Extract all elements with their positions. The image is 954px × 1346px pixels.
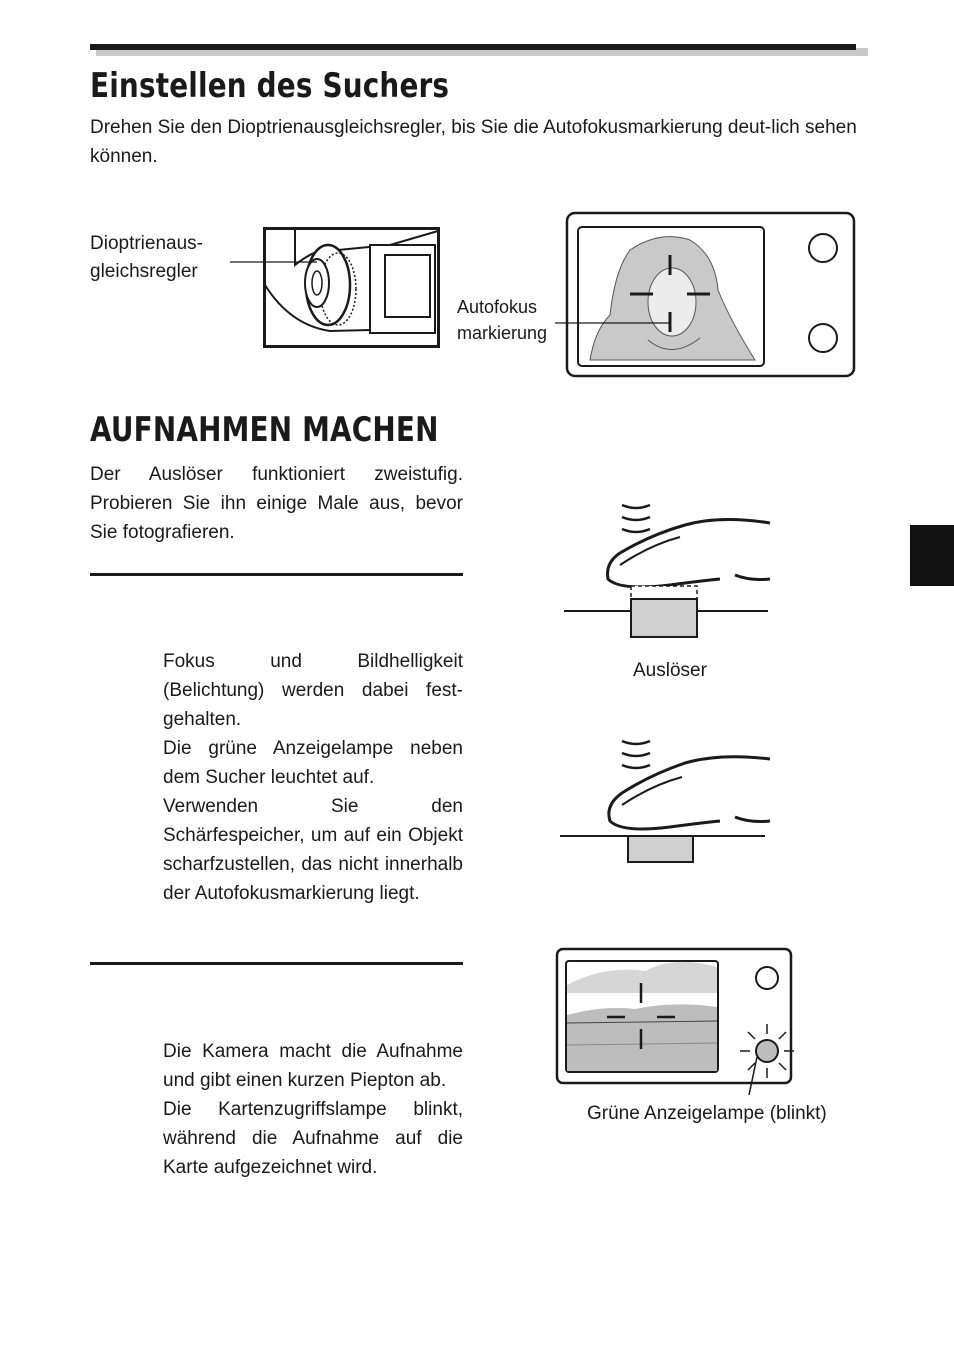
section-title-taking-photos: AUFNAHMEN MACHEN — [90, 410, 439, 450]
section-title-viewfinder: Einstellen des Suchers — [90, 66, 450, 106]
step1-paragraph-2: Die grüne Anzeigelampe neben dem Sucher leuchtet auf. — [163, 738, 463, 788]
af-label-line1: Autofokus — [457, 297, 538, 317]
top-rule — [90, 44, 856, 50]
step2-text-block — [163, 1037, 463, 1182]
step2-divider — [90, 962, 463, 965]
step1-paragraph-1: Fokus und Bildhelligkeit (Belichtung) werden dabei fest-gehalten. — [163, 651, 463, 730]
viewfinder-intro-text: Drehen Sie den Dioptrienausgleichsregler, bis Sie die Autofokusmarkierung deut-lich sehen können. — [90, 117, 857, 167]
chapter-tab-marker — [910, 525, 954, 586]
green-lamp-label: Grüne Anzeigelampe (blinkt) — [587, 1103, 827, 1124]
diopter-dial-illustration — [220, 225, 445, 350]
diopter-label-line2: gleichsregler — [90, 261, 198, 282]
step1-paragraph-3: Verwenden Sie den Schärfespeicher, um auf ein Objekt scharfzustellen, das nicht innerhalb der Autofokusmarkierung liegt. — [163, 796, 463, 904]
taking-photos-intro-text: Der Auslöser funktioniert zweistufig. Probieren Sie ihn einige Male aus, bevor Sie fotografieren. — [90, 464, 463, 543]
shutter-full-press-illustration — [560, 735, 775, 870]
shutter-button-label: Auslöser — [633, 660, 707, 681]
step2-paragraph-2: Die Kartenzugriffslampe blinkt, während die Aufnahme auf die Karte aufgezeichnet wird. — [163, 1099, 463, 1178]
step1-divider — [90, 573, 463, 576]
step2-paragraph-1: Die Kamera macht die Aufnahme und gibt einen kurzen Piepton ab. — [163, 1041, 463, 1091]
viewfinder-portrait-illustration — [540, 210, 860, 380]
diopter-label-line1: Dioptrienaus- — [90, 233, 203, 254]
viewfinder-landscape-illustration — [545, 945, 800, 1090]
shutter-half-press-illustration — [560, 495, 775, 645]
af-mark-callout-label — [457, 294, 547, 346]
af-label-line2: markierung — [457, 323, 548, 343]
step1-text-block — [163, 647, 463, 908]
diopter-callout-label — [90, 230, 203, 286]
